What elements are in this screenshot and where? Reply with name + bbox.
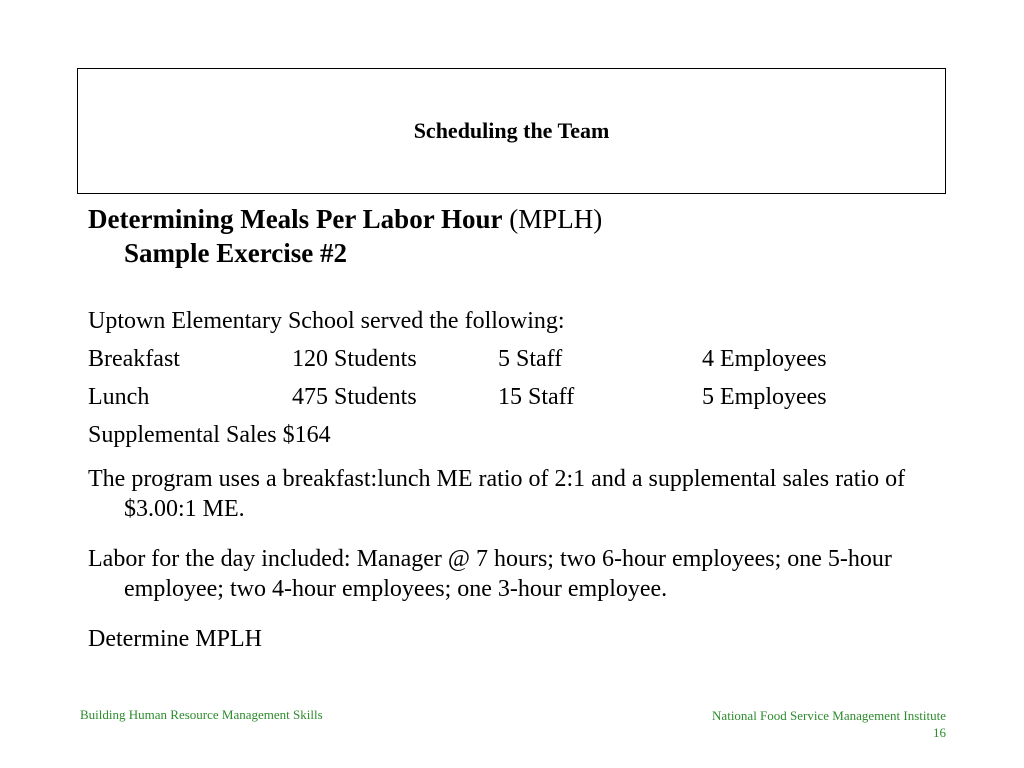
footer-right <box>712 707 946 741</box>
task-text: Determine MPLH <box>88 626 262 652</box>
heading-main: Determining Meals Per Labor Hour <box>88 204 503 234</box>
footer-course-title: Building Human Resource Management Skills <box>80 707 323 722</box>
meal-employees: 5 Employees <box>702 384 827 410</box>
ratio-text: The program uses a breakfast:lunch ME ratio of 2:1 and a supplemental sales ratio of $3.00:1 ME. <box>88 466 906 522</box>
meal-row-breakfast <box>88 344 948 374</box>
meal-name: Lunch <box>88 384 150 410</box>
page-number: 16 <box>933 725 946 740</box>
meal-students: 475 Students <box>292 384 417 410</box>
supplemental-sales: Supplemental Sales $164 <box>88 422 331 448</box>
meal-name: Breakfast <box>88 346 180 372</box>
slide-title: Scheduling the Team <box>413 118 610 143</box>
footer-institute: National Food Service Management Institute <box>712 708 946 723</box>
exercise-heading <box>88 202 948 270</box>
meal-row-lunch <box>88 382 948 412</box>
meal-students: 120 Students <box>292 346 417 372</box>
meal-staff: 15 Staff <box>498 384 575 410</box>
heading-abbrev: (MPLH) <box>502 204 603 234</box>
heading-subtitle: Sample Exercise #2 <box>124 238 347 268</box>
meal-employees: 4 Employees <box>702 346 827 372</box>
slide-content <box>88 202 948 654</box>
meal-staff: 5 Staff <box>498 346 563 372</box>
labor-text: Labor for the day included: Manager @ 7 hours; two 6-hour employees; one 5-hour employee; two 4-hour employees; one 3-hour employee. <box>88 546 892 602</box>
intro-text: Uptown Elementary School served the following: <box>88 308 565 334</box>
title-box <box>77 68 946 194</box>
